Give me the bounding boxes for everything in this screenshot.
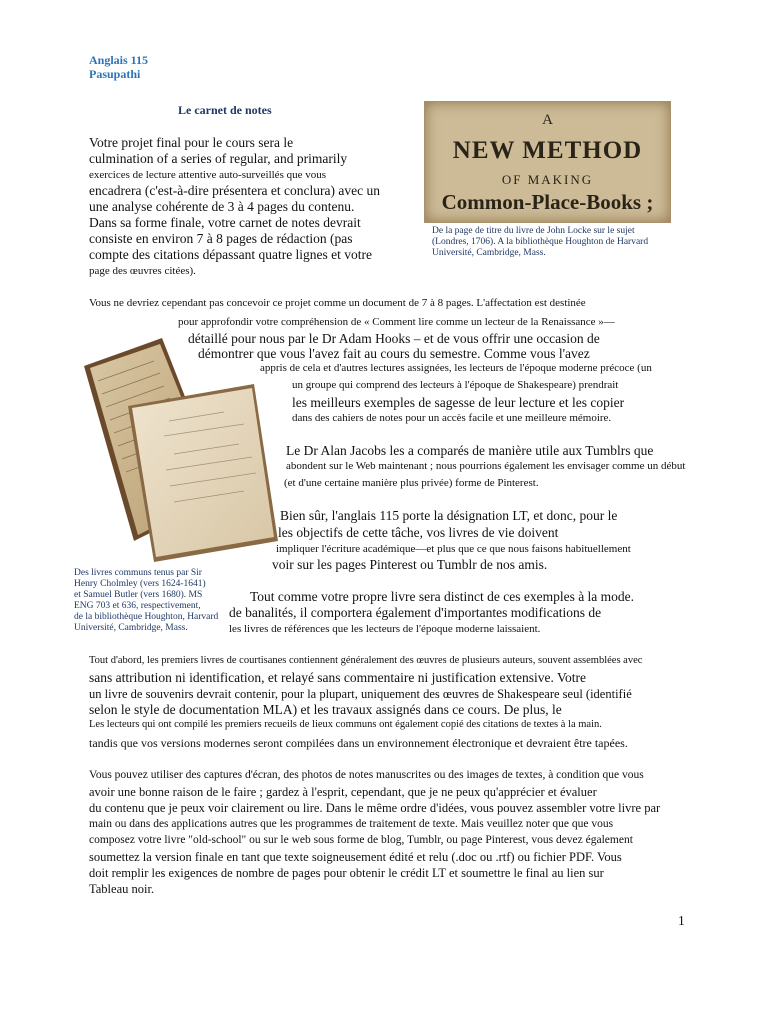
para2-line: détaillé pour nous par le Dr Adam Hooks – et de vous offrir une occasion de bbox=[188, 331, 600, 346]
para7-line: avoir une bonne raison de le faire ; gardez à l'esprit, cependant, que je ne peux qu'apprécier et évaluer bbox=[89, 785, 597, 799]
para6-line: tandis que vos versions modernes seront compilées dans un environnement électronique et devraient être tapées. bbox=[89, 736, 628, 750]
para7-line: composez votre livre "old-school" ou sur le web sous forme de blog, Tumblr, ou page Pinterest, vous devez également bbox=[89, 834, 633, 846]
para4-line: les objectifs de cette tâche, vos livres de vie doivent bbox=[278, 525, 559, 540]
instructor-name: Pasupathi bbox=[89, 67, 141, 81]
para7-line: Tableau noir. bbox=[89, 882, 155, 896]
para5-line: les livres de références que les lecteurs de l'époque moderne laissaient. bbox=[229, 623, 541, 635]
para1-line: une analyse cohérente de 3 à 4 pages du contenu. bbox=[89, 199, 355, 214]
locke-title-page-image bbox=[424, 101, 671, 223]
para7-line: soumettez la version finale en tant que texte soigneusement édité et relu (.doc ou .rtf) ou fichier PDF. Vous bbox=[89, 850, 622, 864]
locke-image-caption: De la page de titre du livre de John Locke sur le sujet (Londres, 1706). A la bibliothèque Houghton de Harvard Université, Cambridge, Mass. bbox=[432, 226, 649, 258]
para1-line: Dans sa forme finale, votre carnet de notes devrait bbox=[89, 215, 361, 230]
para1-line: page des œuvres citées). bbox=[89, 265, 196, 277]
page-number: 1 bbox=[678, 913, 685, 928]
para3-line: abondent sur le Web maintenant ; nous pourrions également les envisager comme un début bbox=[286, 460, 686, 472]
course-name: Anglais 115 bbox=[89, 53, 149, 67]
para1-line: Votre projet final pour le cours sera le bbox=[89, 135, 294, 150]
para1-line: encadrera (c'est-à-dire présentera et conclura) avec un bbox=[89, 183, 380, 198]
image-text-new-method: NEW METHOD bbox=[452, 137, 643, 164]
para7-line: Vous pouvez utiliser des captures d'écran, des photos de notes manuscrites ou des images de textes, à condition que vous bbox=[89, 769, 644, 781]
commonplace-image-caption: Des livres communs tenus par Sir Henry Cholmley (vers 1624-1641) et Samuel Butler (vers 1680). MS ENG 703 et 636, respectivement, de la bibliothèque Houghton, Harvard Université, Cambridge, Mass. bbox=[74, 568, 219, 633]
para7-line: main ou dans des applications autres que les programmes de traitement de texte. Mais veuillez noter que que vous bbox=[89, 818, 614, 830]
page-title: Le carnet de notes bbox=[178, 103, 272, 117]
para4-line: voir sur les pages Pinterest ou Tumblr de nos amis. bbox=[272, 557, 548, 572]
para1-line: culmination of a series of regular, and primarily bbox=[89, 151, 348, 166]
para5-line: Tout comme votre propre livre sera distinct de ces exemples à la mode. bbox=[250, 589, 635, 604]
commonplace-books-image bbox=[74, 336, 280, 564]
image-text-of-making: OF MAKING bbox=[501, 172, 594, 187]
image-text-common-place-books: Common-Place-Books ; bbox=[441, 190, 654, 214]
para4-line: impliquer l'écriture académique—et plus que ce que nous faisons habituellement bbox=[276, 543, 631, 555]
image-text-a: A bbox=[542, 112, 553, 128]
para2-line: démontrer que vous l'avez fait au cours du semestre. Comme vous l'avez bbox=[198, 346, 590, 361]
para6-line: sans attribution ni identification, et relayé sans commentaire ni justification extensive. Votre bbox=[89, 670, 586, 685]
para6-line: Tout d'abord, les premiers livres de courtisanes contiennent généralement des œuvres de plusieurs auteurs, souvent assemblées avec bbox=[89, 655, 643, 666]
para2-line: un groupe qui comprend des lecteurs à l'époque de Shakespeare) prendrait bbox=[292, 379, 619, 391]
manuscript-books-illustration bbox=[74, 336, 280, 564]
para1-line: exercices de lecture attentive auto-surveillés que vous bbox=[89, 169, 327, 181]
para2-line: appris de cela et d'autres lectures assignées, les lecteurs de l'époque moderne précoce (un bbox=[260, 362, 652, 374]
para6-line: Les lecteurs qui ont compilé les premiers recueils de lieux communs ont également copié des citations de textes à la main. bbox=[89, 719, 602, 730]
para3-line: (et d'une certaine manière plus privée) forme de Pinterest. bbox=[284, 477, 539, 489]
para2-line: les meilleurs exemples de sagesse de leur lecture et les copier bbox=[292, 395, 625, 410]
para6-line: un livre de souvenirs devrait contenir, pour la plupart, uniquement des œuvres de Shakespeare seul (identifié bbox=[89, 687, 632, 701]
para7-line: doit remplir les exigences de nombre de pages pour obtenir le crédit LT et soumettre le final au lien sur bbox=[89, 866, 604, 880]
para1-line: consiste en environ 7 à 8 pages de rédaction (pas bbox=[89, 231, 353, 246]
para2-line: Vous ne devriez cependant pas concevoir ce projet comme un document de 7 à 8 pages. L'affectation est destinée bbox=[89, 297, 586, 309]
para4-line: Bien sûr, l'anglais 115 porte la désignation LT, et donc, pour le bbox=[280, 508, 618, 523]
para1-line: compte des citations dépassant quatre lignes et votre bbox=[89, 247, 373, 262]
para2-line: dans des cahiers de notes pour un accès facile et une meilleure mémoire. bbox=[292, 412, 612, 424]
para5-line: de banalités, il comportera également d'importantes modifications de bbox=[229, 605, 602, 620]
para6-line: selon le style de documentation MLA) et les travaux assignés dans ce cours. De plus, le bbox=[89, 702, 562, 717]
para7-line: du contenu que je peux voir clairement ou lire. Dans le même ordre d'idées, vous pouvez assembler votre livre par bbox=[89, 801, 661, 815]
para3-line: Le Dr Alan Jacobs les a comparés de manière utile aux Tumblrs que bbox=[286, 443, 654, 458]
para2-line: pour approfondir votre compréhension de « Comment lire comme un lecteur de la Renaissance »— bbox=[178, 316, 615, 328]
